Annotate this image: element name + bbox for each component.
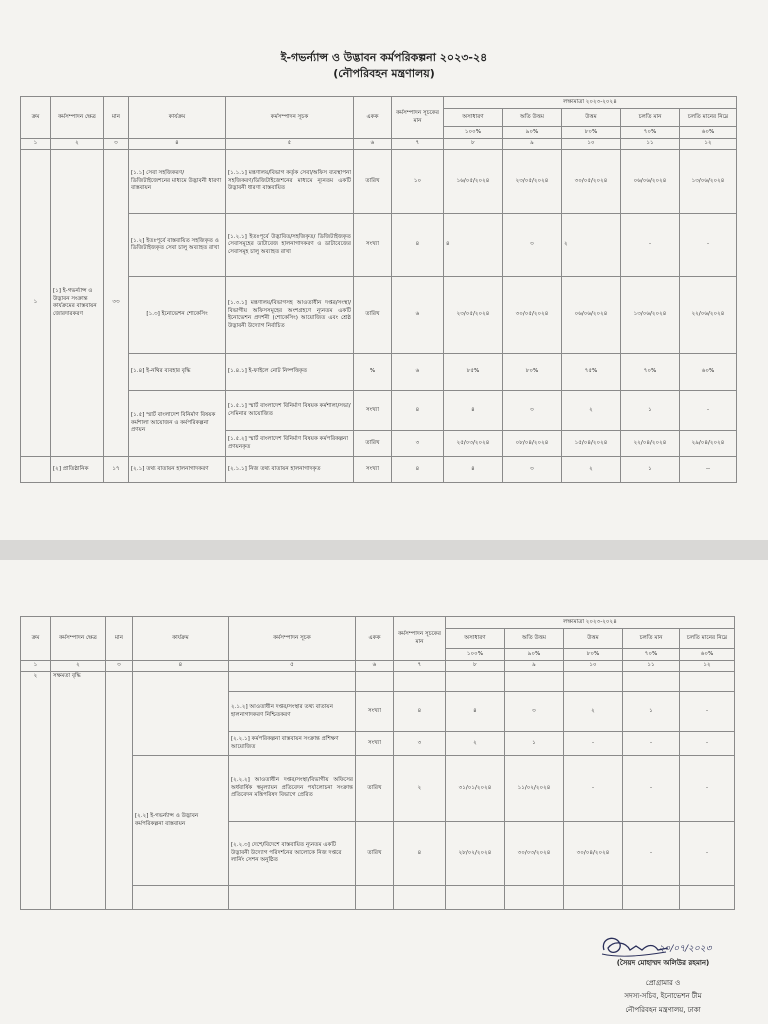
header-percent: ৬০% [680,649,735,661]
mark-cell: ৪ [394,692,446,732]
indicator-cell: [১.৫.১] স্মার্ট বাংলাদেশ বিনির্মাণ বিষয়ক কর্মশালা/সভা/সেমিনার আয়োজিত [226,391,354,431]
target-cell: ৩০/০৫/২০২৪ [503,277,562,354]
target-cell: ২ [446,732,505,756]
header-lokkhomatra: লক্ষ্যমাত্রা ২০২৩-২০২৪ [446,617,735,629]
column-number: ১ [21,661,51,672]
indicator-cell: [২.২.২] আওতাধীন দপ্তর/সংস্থা/বিভাগীয় অফিসের অর্ধবার্ষিক স্বমূল্যায়ন প্রতিবেদন পর্যালোচনা সংক্রান্ত প্রতিবেদন মন্ত্রিপরিষদ বিভাগে প্রেরিত [229,756,356,822]
column-number: ৭ [392,139,444,150]
target-cell: ৩ [503,391,562,431]
target-cell: ১ [505,732,564,756]
document-subtitle: (নৌপরিবহন মন্ত্রণালয়) [333,67,435,80]
section-maan [106,672,133,910]
column-number: ৯ [503,139,562,150]
mark-cell: ৩ [394,732,446,756]
table-row [21,354,737,391]
mark-cell: ৩ [392,431,444,457]
target-cell: ০৬/০৬/২০২৪ [562,277,621,354]
mark-cell: ৪ [392,214,444,277]
column-number: ৯ [505,661,564,672]
header-percent: ৮০% [562,127,621,139]
indicator-cell: [১.৫.২] স্মার্ট বাংলাদেশ বিনির্মাণ বিষয়ক কর্মপরিকল্পনা প্রণয়নকৃত [226,431,354,457]
column-number: ১ [21,139,51,150]
indicator-cell: [১.২.১] ইতঃপূর্বে উদ্ভাবিত/সহজিকৃত/ ডিজিটাইজকৃত সেবাসমূহের ডাটাবেজ হালনাগাদকরণ ও ডাটাবেজের সেবাসমূহ চালু অব্যাহত রাখা [226,214,354,277]
target-cell: - [564,756,623,822]
target-cell [680,672,735,692]
table-row [21,150,737,214]
target-cell: ৩০/০৫/২০২৪ [562,150,621,214]
unit-cell: তারিখ [356,756,394,822]
target-cell: ৩০/০৪/২০২৪ [564,822,623,886]
target-cell: ৪ [444,214,503,277]
unit-cell: % [354,354,392,391]
header-percent: ৯০% [503,127,562,139]
target-cell: ১১/০২/২০২৪ [505,756,564,822]
mark-cell: ১০ [392,150,444,214]
column-number: ৪ [129,139,226,150]
target-cell: - [680,822,735,886]
header-kram: ক্রম [21,617,51,661]
target-cell: ২৩/০৫/২০২৪ [503,150,562,214]
target-cell: - [680,214,737,277]
section-maan: ১৭ [104,457,129,483]
column-number: ৬ [354,139,392,150]
mark-cell [394,672,446,692]
target-cell: ২৮/০২/২০২৪ [446,822,505,886]
target-cell: ০৬/০৬/২০২৪ [621,150,680,214]
header-maan: মান [106,617,133,661]
section-area: সক্ষমতা বৃদ্ধি [51,672,106,910]
header-suchok: কর্মসম্পাদন সূচক [226,97,354,139]
indicator-cell: ২.১.২] আওতাধীন দপ্তর/সংস্থার তথ্য বাতায়ন হালনাগাদকরণ নিশ্চিতকরণ [229,692,356,732]
activity-cell [133,672,229,756]
target-cell [623,886,680,910]
indicator-cell: [১.৪.১] ই-ফাইলে নোট নিষ্পত্তিকৃত [226,354,354,391]
target-cell: ১৩/০৬/২০২৪ [621,277,680,354]
activity-cell: [১.৪] ই-নথির ব্যবহার বৃদ্ধি [129,354,226,391]
signatory-name: (সৈয়দ মোহাম্মদ অলিউর রহমান) [616,959,710,967]
header-kshetra: কর্মসম্পাদন ক্ষেত্র [51,97,104,139]
indicator-cell [229,886,356,910]
mark-cell: ৪ [392,391,444,431]
header-grade: চলতি মান [621,109,680,127]
header-grade: অসাধারণ [446,629,505,649]
table-row [21,672,735,692]
target-cell: - [564,732,623,756]
document-title: ই-গভর্ন্যান্স ও উদ্ভাবন কর্মপরিকল্পনা ২০২৩-২৪ [280,51,488,64]
target-cell: ৩ [503,214,562,277]
target-cell: ৩ [503,457,562,483]
indicator-cell: [১.৩.১] মন্ত্রণালয়/বিভাগসহ আওতাধীন দপ্তর/সংস্থা/বিভাগীয় অফিসসমূহের অংশগ্রহণে ন্যূনতম একটি ইনোভেশন প্রদর্শনী (শোকেসিং) আয়োজিত এবং শ্রেষ্ঠ উদ্ভাবনী উদ্যোগ নির্বাচিত [226,277,354,354]
target-cell: - [680,692,735,732]
column-number: ১২ [680,661,735,672]
document-page-2 [0,560,768,1024]
target-cell: -- [680,457,737,483]
target-cell: - [621,214,680,277]
target-cell: ১৫/০৪/২০২৪ [562,431,621,457]
unit-cell: তারিখ [354,150,392,214]
header-ekok: একক [356,617,394,661]
target-cell: ০৮/০৪/২০২৪ [503,431,562,457]
signature-date: ২০/০৭/২০২৩ [658,944,712,954]
column-number: ৩ [106,661,133,672]
target-cell: - [623,756,680,822]
header-karjokrom: কার্যক্রম [133,617,229,661]
header-grade: অসাধারণ [444,109,503,127]
target-cell [680,886,735,910]
header-suchok-maan: কর্মসম্পাদন সূচকের মান [392,97,444,139]
section-maan: ৩৩ [104,150,129,457]
signatory-role: প্রোগ্রামার ও [645,979,681,987]
target-cell: ২ [562,457,621,483]
header-percent: ১০০% [446,649,505,661]
header-maan: মান [104,97,129,139]
header-suchok: কর্মসম্পাদন সূচক [229,617,356,661]
target-cell: ৩১/০১/২০২৪ [446,756,505,822]
column-number: ৫ [226,139,354,150]
column-number: ১০ [562,139,621,150]
target-cell: ৪ [446,692,505,732]
target-cell: ৩০/০৩/২০২৪ [505,822,564,886]
signatory-role: সদস্য-সচিব, ইনোভেশন টীম [624,992,702,1000]
column-number: ৪ [133,661,229,672]
header-grade: চলতি মানের নিম্নে [680,109,737,127]
target-cell: ১ [623,692,680,732]
target-cell: ২৩/০৫/২০২৪ [444,277,503,354]
indicator-cell: [২.১.১] নিজ তথ্য বাতায়ন হালনাগাদকৃত [226,457,354,483]
section-area: [১] ই-গভর্ন্যান্স ও উদ্ভাবন সংক্রান্ত কার্যক্রমের বাস্তবায়ন জোরদারকরণ [51,150,104,457]
target-cell: ৮০% [503,354,562,391]
activity-cell: [২.২] ই-গভর্ন্যান্স ও উদ্ভাবন কর্মপরিকল্পনা বাস্তবায়ন [133,756,229,886]
header-ekok: একক [354,97,392,139]
indicator-cell [229,672,356,692]
header-percent: ৯০% [505,649,564,661]
target-cell: ২ [562,214,621,277]
section-serial: ২ [21,672,51,910]
mark-cell: ৬ [392,354,444,391]
target-cell: ৩ [505,692,564,732]
indicator-cell: [২.২.১] কর্মপরিকল্পনা বাস্তবায়ন সংক্রান্ত প্রশিক্ষণ আয়োজিত [229,732,356,756]
target-cell: ১ [621,457,680,483]
target-cell: ২ [564,692,623,732]
target-cell: ৭৫% [562,354,621,391]
target-cell [446,886,505,910]
activity-cell: [১.৫] স্মার্ট বাংলাদেশ বিনির্মাণ বিষয়ক কর্মশালা আয়োজন ও কর্মপরিকল্পনা প্রণয়ন [129,391,226,457]
table-row [21,457,737,483]
target-cell: ২২/০৪/২০২৪ [621,431,680,457]
column-number: ১১ [623,661,680,672]
target-cell: ৪ [444,457,503,483]
header-grade: অতি উত্তম [503,109,562,127]
activity-cell [133,886,229,910]
activity-cell: [১.৩] ইনোভেশন শোকেসিং [129,277,226,354]
header-percent: ৮০% [564,649,623,661]
target-cell: ৪ [444,391,503,431]
target-cell: - [680,756,735,822]
unit-cell: তারিখ [354,277,392,354]
column-number: ৮ [446,661,505,672]
mark-cell: ৪ [392,457,444,483]
unit-cell [356,886,394,910]
plan-table-1 [20,96,737,483]
target-cell [446,672,505,692]
target-cell [505,886,564,910]
target-cell: ৭০% [621,354,680,391]
table-row [21,391,737,431]
indicator-cell: [২.২.৩] দেশে/বিদেশে বাস্তবায়িত ন্যূনতম একটি উদ্ভাবনী উদ্যোগ পরিদর্শনের আলোকে নিজ দপ্তরে লার্নিং সেশন অনুষ্ঠিত [229,822,356,886]
unit-cell: সংখ্যা [354,214,392,277]
header-grade: উত্তম [562,109,621,127]
target-cell: ৮৫% [444,354,503,391]
unit-cell: সংখ্যা [354,391,392,431]
indicator-cell: [১.১.১] মন্ত্রণালয়/বিভাগ কর্তৃক সেবা/অফিস ব্যবস্থাপনা সহজিকরণ/ডিজিটাইজেশনের মাধ্যমে ন্যূনতম একটি উদ্ভাবনী ধারণা বাস্তবায়িত [226,150,354,214]
target-cell [564,886,623,910]
header-suchok-maan: কর্মসম্পাদন সূচকের মান [394,617,446,661]
header-percent: ১০০% [444,127,503,139]
target-cell: - [680,391,737,431]
mark-cell: ৪ [394,822,446,886]
header-kram: ক্রম [21,97,51,139]
activity-cell: [২.১] তথ্য বাতায়ন হালনাগাদকরণ [129,457,226,483]
header-kshetra: কর্মসম্পাদন ক্ষেত্র [51,617,106,661]
column-number: ৩ [104,139,129,150]
column-number: ৮ [444,139,503,150]
column-number: ১০ [564,661,623,672]
column-number: ৭ [394,661,446,672]
unit-cell: তারিখ [356,822,394,886]
activity-cell: [১.২] ইতঃপূর্বে বাস্তবায়িত সহজিকৃত ও ডিজিটাইজকৃত সেবা চালু অব্যাহত রাখা [129,214,226,277]
table-row [21,277,737,354]
header-lokkhomatra: লক্ষ্যমাত্রা ২০২৩-২০২৪ [444,97,737,109]
unit-cell: সংখ্যা [356,732,394,756]
header-grade: অতি উত্তম [505,629,564,649]
target-cell: ১৬/০৫/২০২৪ [444,150,503,214]
activity-cell: [১.১] সেবা সহজিকরণ/ ডিজিটাইজেশনের মাধ্যমে উদ্ভাবনী ধারণা বাস্তবায়ন [129,150,226,214]
section-serial [21,457,51,483]
target-cell: - [623,822,680,886]
header-grade: চলতি মানের নিম্নে [680,629,735,649]
plan-table-2 [20,616,735,910]
unit-cell [356,672,394,692]
target-cell: - [623,732,680,756]
column-number: ১২ [680,139,737,150]
unit-cell: তারিখ [354,431,392,457]
section-serial: ১ [21,150,51,457]
target-cell [623,672,680,692]
header-percent: ৭০% [621,127,680,139]
target-cell: ১ [621,391,680,431]
unit-cell: সংখ্যা [356,692,394,732]
target-cell: ২৯/০৪/২০২৪ [680,431,737,457]
section-area: [২] প্রাতিষ্ঠানিক [51,457,104,483]
target-cell: ২৫/০৩/২০২৪ [444,431,503,457]
target-cell: ১৩/০৬/২০২৪ [680,150,737,214]
target-cell [505,672,564,692]
table-row [21,214,737,277]
header-percent: ৬০% [680,127,737,139]
header-grade: উত্তম [564,629,623,649]
mark-cell [394,886,446,910]
signatory-org: নৌপরিবহন মন্ত্রণালয়, ঢাকা [625,1006,701,1014]
header-karjokrom: কার্যক্রম [129,97,226,139]
target-cell [564,672,623,692]
column-number: ২ [51,139,104,150]
column-number: ১১ [621,139,680,150]
unit-cell: সংখ্যা [354,457,392,483]
mark-cell: ৬ [392,277,444,354]
mark-cell: ২ [394,756,446,822]
column-number: ৫ [229,661,356,672]
header-grade: চলতি মান [623,629,680,649]
target-cell: ২ [562,391,621,431]
target-cell: ২২/০৬/২০২৪ [680,277,737,354]
header-percent: ৭০% [623,649,680,661]
target-cell: ৬০% [680,354,737,391]
column-number: ২ [51,661,106,672]
target-cell: - [680,732,735,756]
column-number: ৬ [356,661,394,672]
